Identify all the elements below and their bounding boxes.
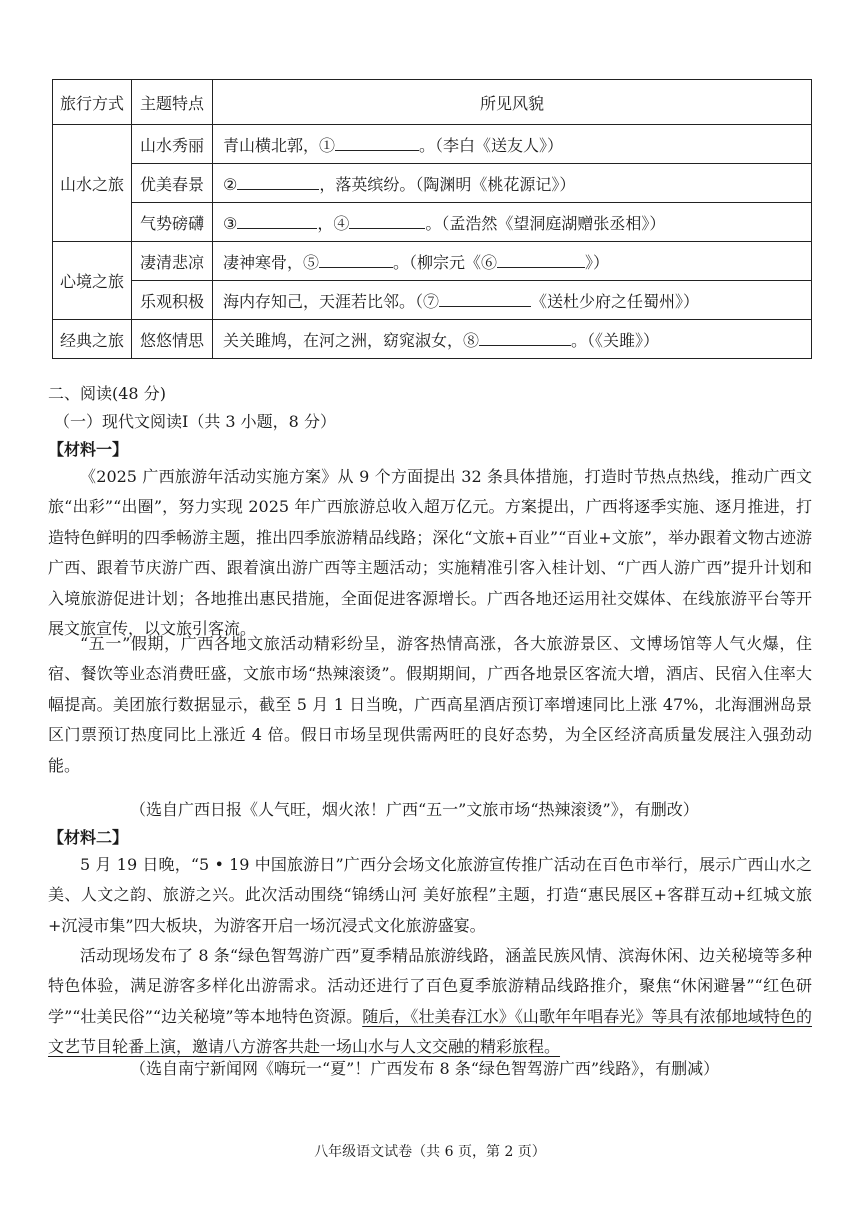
sub1-title: （一）现代文阅读Ⅰ（共 3 小题，8 分） [54, 412, 336, 431]
underlined-sentence: 随后，《壮美春江水》《山歌年年唱春光》等具有浓郁地域特色的文艺节目轮番上演，邀请八方游客共赴一场山水与人文交融的精彩旅程。 [48, 1006, 812, 1057]
material2-paragraph-1: 5 月 19 日晚，“5 • 19 中国旅游日”广西分会场文化旅游宣传推广活动在百色市举行，展示广西山水之美、人文之韵、旅游之兴。此次活动围绕“锦绣山河 美好旅程”主题，打造“惠民展区+客群互动+红城文旅+沉浸市集”四大板块，为游客开启一场沉浸式文化旅游盛宴。 [48, 855, 812, 935]
group-name: 心境之旅 [53, 242, 132, 320]
table-row [53, 164, 812, 203]
material2-source: （选自南宁新闻网《嗨玩一“夏”！广西发布 8 条“绿色智驾游广西”线路》，有删减） [130, 1059, 720, 1078]
material1-label: 【材料一】 [48, 440, 129, 459]
answer-blank[interactable] [439, 292, 531, 307]
row-theme: 悠悠情思 [132, 320, 213, 359]
table-row [53, 242, 812, 281]
row-content: ③ ，④ 。（孟浩然《望洞庭湖赠张丞相》） [213, 203, 812, 242]
row-theme: 山水秀丽 [132, 125, 213, 164]
row-content: 海内存知己，天涯若比邻。（⑦ 《送杜少府之任蜀州》） [213, 281, 812, 320]
table-row [53, 125, 812, 164]
row-theme: 气势磅礴 [132, 203, 213, 242]
material1-paragraph-1: 《2025 广西旅游年活动实施方案》从 9 个方面提出 32 条具体措施，打造时节热点热线，推动广西文旅“出彩”“出圈”，努力实现 2025 年广西旅游总收入超万亿元。方案提出，广西将逐季实施、逐月推进，打造特色鲜明的四季畅游主题，推出四季旅游精品线路；深化“文旅+百业”“百业+文旅”，举办跟着文物古迹游广西、跟着节庆游广西、跟着演出游广西等主题活动；实施精准引客入桂计划、“广西人游广西”提升计划和入境旅游促进计划；各地推出惠民措施，全面促进客源增长。广西各地还运用社交媒体、在线旅游平台等开展文旅宣传，以文旅引客流。 [48, 467, 812, 639]
row-content: 青山横北郭，① 。（李白《送友人》） [213, 125, 812, 164]
answer-blank[interactable] [479, 331, 571, 346]
answer-blank[interactable] [335, 136, 419, 151]
table-row [53, 320, 812, 359]
group-name: 经典之旅 [53, 320, 132, 359]
material1-paragraph-2: “五一”假期，广西各地文旅活动精彩纷呈，游客热情高涨，各大旅游景区、文博场馆等人气火爆，住宿、餐饮等业态消费旺盛，文旅市场“热辣滚烫”。假期期间，广西各地景区客流大增，酒店、民宿入住率大幅提高。美团旅行数据显示，截至 5 月 1 日当晚，广西高星酒店预订率增速同比上涨 47%，北海涠洲岛景区门票预订热度同比上涨近 4 倍。假日市场呈现供需两旺的良好态势，为全区经济高质量发展注入强劲动能。 [48, 634, 812, 775]
table-row [53, 281, 812, 320]
header-theme: 主题特点 [132, 80, 213, 125]
table-header-row [53, 80, 812, 125]
poetry-fill-table [52, 79, 812, 359]
material2-paragraph-2: 活动现场发布了 8 条“绿色智驾游广西”夏季精品旅游线路，涵盖民族风情、滨海休闲、边关秘境等多种特色体验，满足游客多样化出游需求。活动还进行了百色夏季旅游精品线路推介，聚焦“休闲避暑”“红色研学”“壮美民俗”“边关秘境”等本地特色资源。随后，《壮美春江水》《山歌年年唱春光》等具有浓郁地域特色的文艺节目轮番上演，邀请八方游客共赴一场山水与人文交融的精彩旅程。 [48, 946, 812, 1057]
header-travel-mode: 旅行方式 [53, 80, 132, 125]
table-row [53, 203, 812, 242]
answer-blank[interactable] [237, 214, 317, 229]
answer-blank[interactable] [319, 253, 393, 268]
row-theme: 优美春景 [132, 164, 213, 203]
row-content: 凄神寒骨，⑤ 。（柳宗元《⑥ 》） [213, 242, 812, 281]
answer-blank[interactable] [497, 253, 585, 268]
page-footer: 八年级语文试卷（共 6 页，第 2 页） [314, 1144, 546, 1160]
answer-blank[interactable] [349, 214, 425, 229]
material2-label: 【材料二】 [48, 828, 129, 847]
answer-blank[interactable] [237, 175, 319, 190]
row-content: ② ，落英缤纷。（陶渊明《桃花源记》） [213, 164, 812, 203]
material1-source: （选自广西日报《人气旺，烟火浓！广西“五一”文旅市场“热辣滚烫”》，有删改） [130, 800, 699, 819]
section2-title: 二、阅读(48 分) [48, 384, 166, 403]
row-theme: 乐观积极 [132, 281, 213, 320]
row-content: 关关雎鸠，在河之洲，窈窕淑女，⑧ 。（《关雎》） [213, 320, 812, 359]
header-scenery: 所见风貌 [213, 80, 812, 125]
row-theme: 凄清悲凉 [132, 242, 213, 281]
group-name: 山水之旅 [53, 125, 132, 242]
